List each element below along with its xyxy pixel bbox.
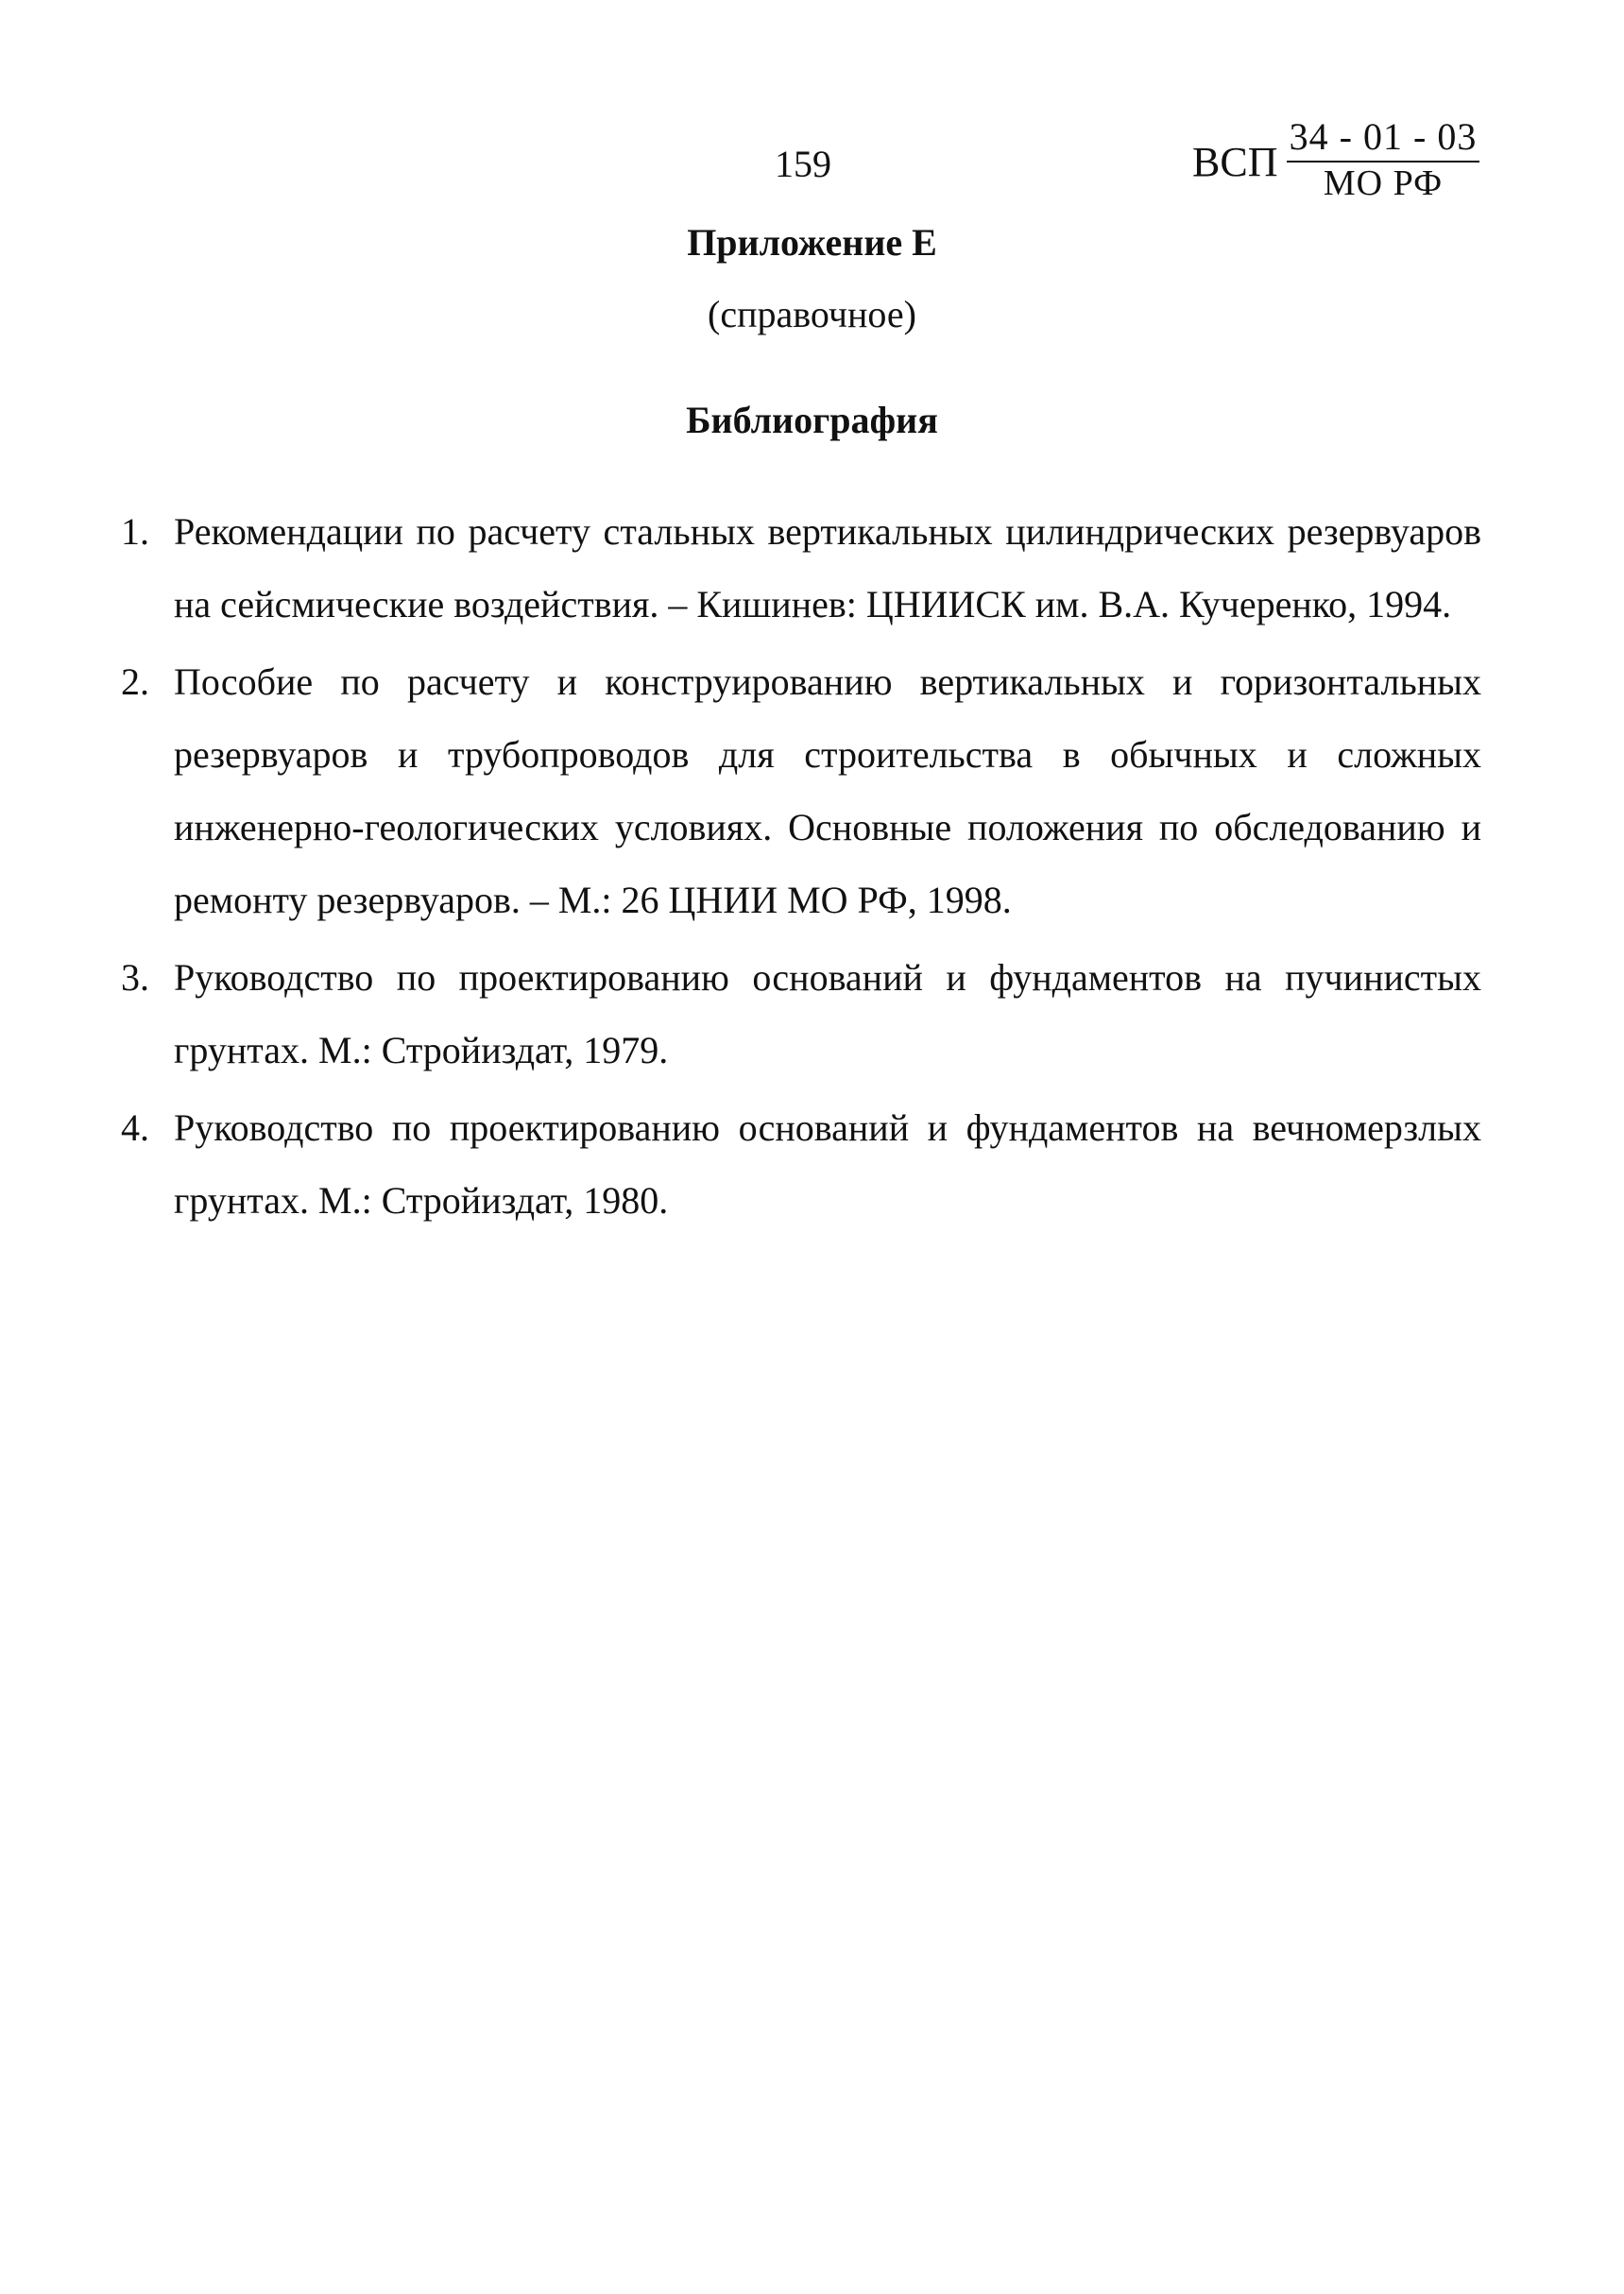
reference-text: Руководство по проектированию оснований и фундаментов на пучинистых грунтах. М.: Стройиздат, 1979. xyxy=(174,956,1481,1071)
reference-item xyxy=(121,941,1481,1087)
page-number: 159 xyxy=(775,143,831,185)
reference-item xyxy=(121,495,1481,641)
appendix-title: Приложение Е xyxy=(687,221,937,264)
reference-text: Руководство по проектированию оснований и фундаментов на вечномерзлых грунтах. М.: Стройиздат, 1980. xyxy=(174,1106,1481,1222)
document-code-fraction xyxy=(1287,115,1479,204)
reference-number: 2. xyxy=(121,660,149,703)
reference-item xyxy=(121,645,1481,936)
bibliography-list xyxy=(121,495,1481,1241)
document-code-denominator: МО РФ xyxy=(1323,163,1444,203)
reference-text: Пособие по расчету и конструированию вертикальных и горизонтальных резервуаров и трубопроводов для строительства в обычных и сложных инженерно-геологических условиях. Основные положения по обследованию и ремонту резервуаров. – М.: 26 ЦНИИ МО РФ, 1998. xyxy=(174,660,1481,921)
appendix-subtitle: (справочное) xyxy=(708,293,916,335)
reference-number: 1. xyxy=(121,510,149,553)
reference-item xyxy=(121,1091,1481,1237)
reference-number: 4. xyxy=(121,1106,149,1149)
bibliography-title: Библиография xyxy=(686,399,938,441)
reference-number: 3. xyxy=(121,956,149,999)
document-code-numerator: 34 - 01 - 03 xyxy=(1289,115,1478,158)
document-code xyxy=(1192,115,1485,219)
document-code-prefix: ВСП xyxy=(1192,139,1278,185)
reference-text: Рекомендации по расчету стальных вертикальных цилиндрических резервуаров на сейсмические воздействия. – Кишинев: ЦНИИСК им. В.А. Кучеренко, 1994. xyxy=(174,510,1481,625)
